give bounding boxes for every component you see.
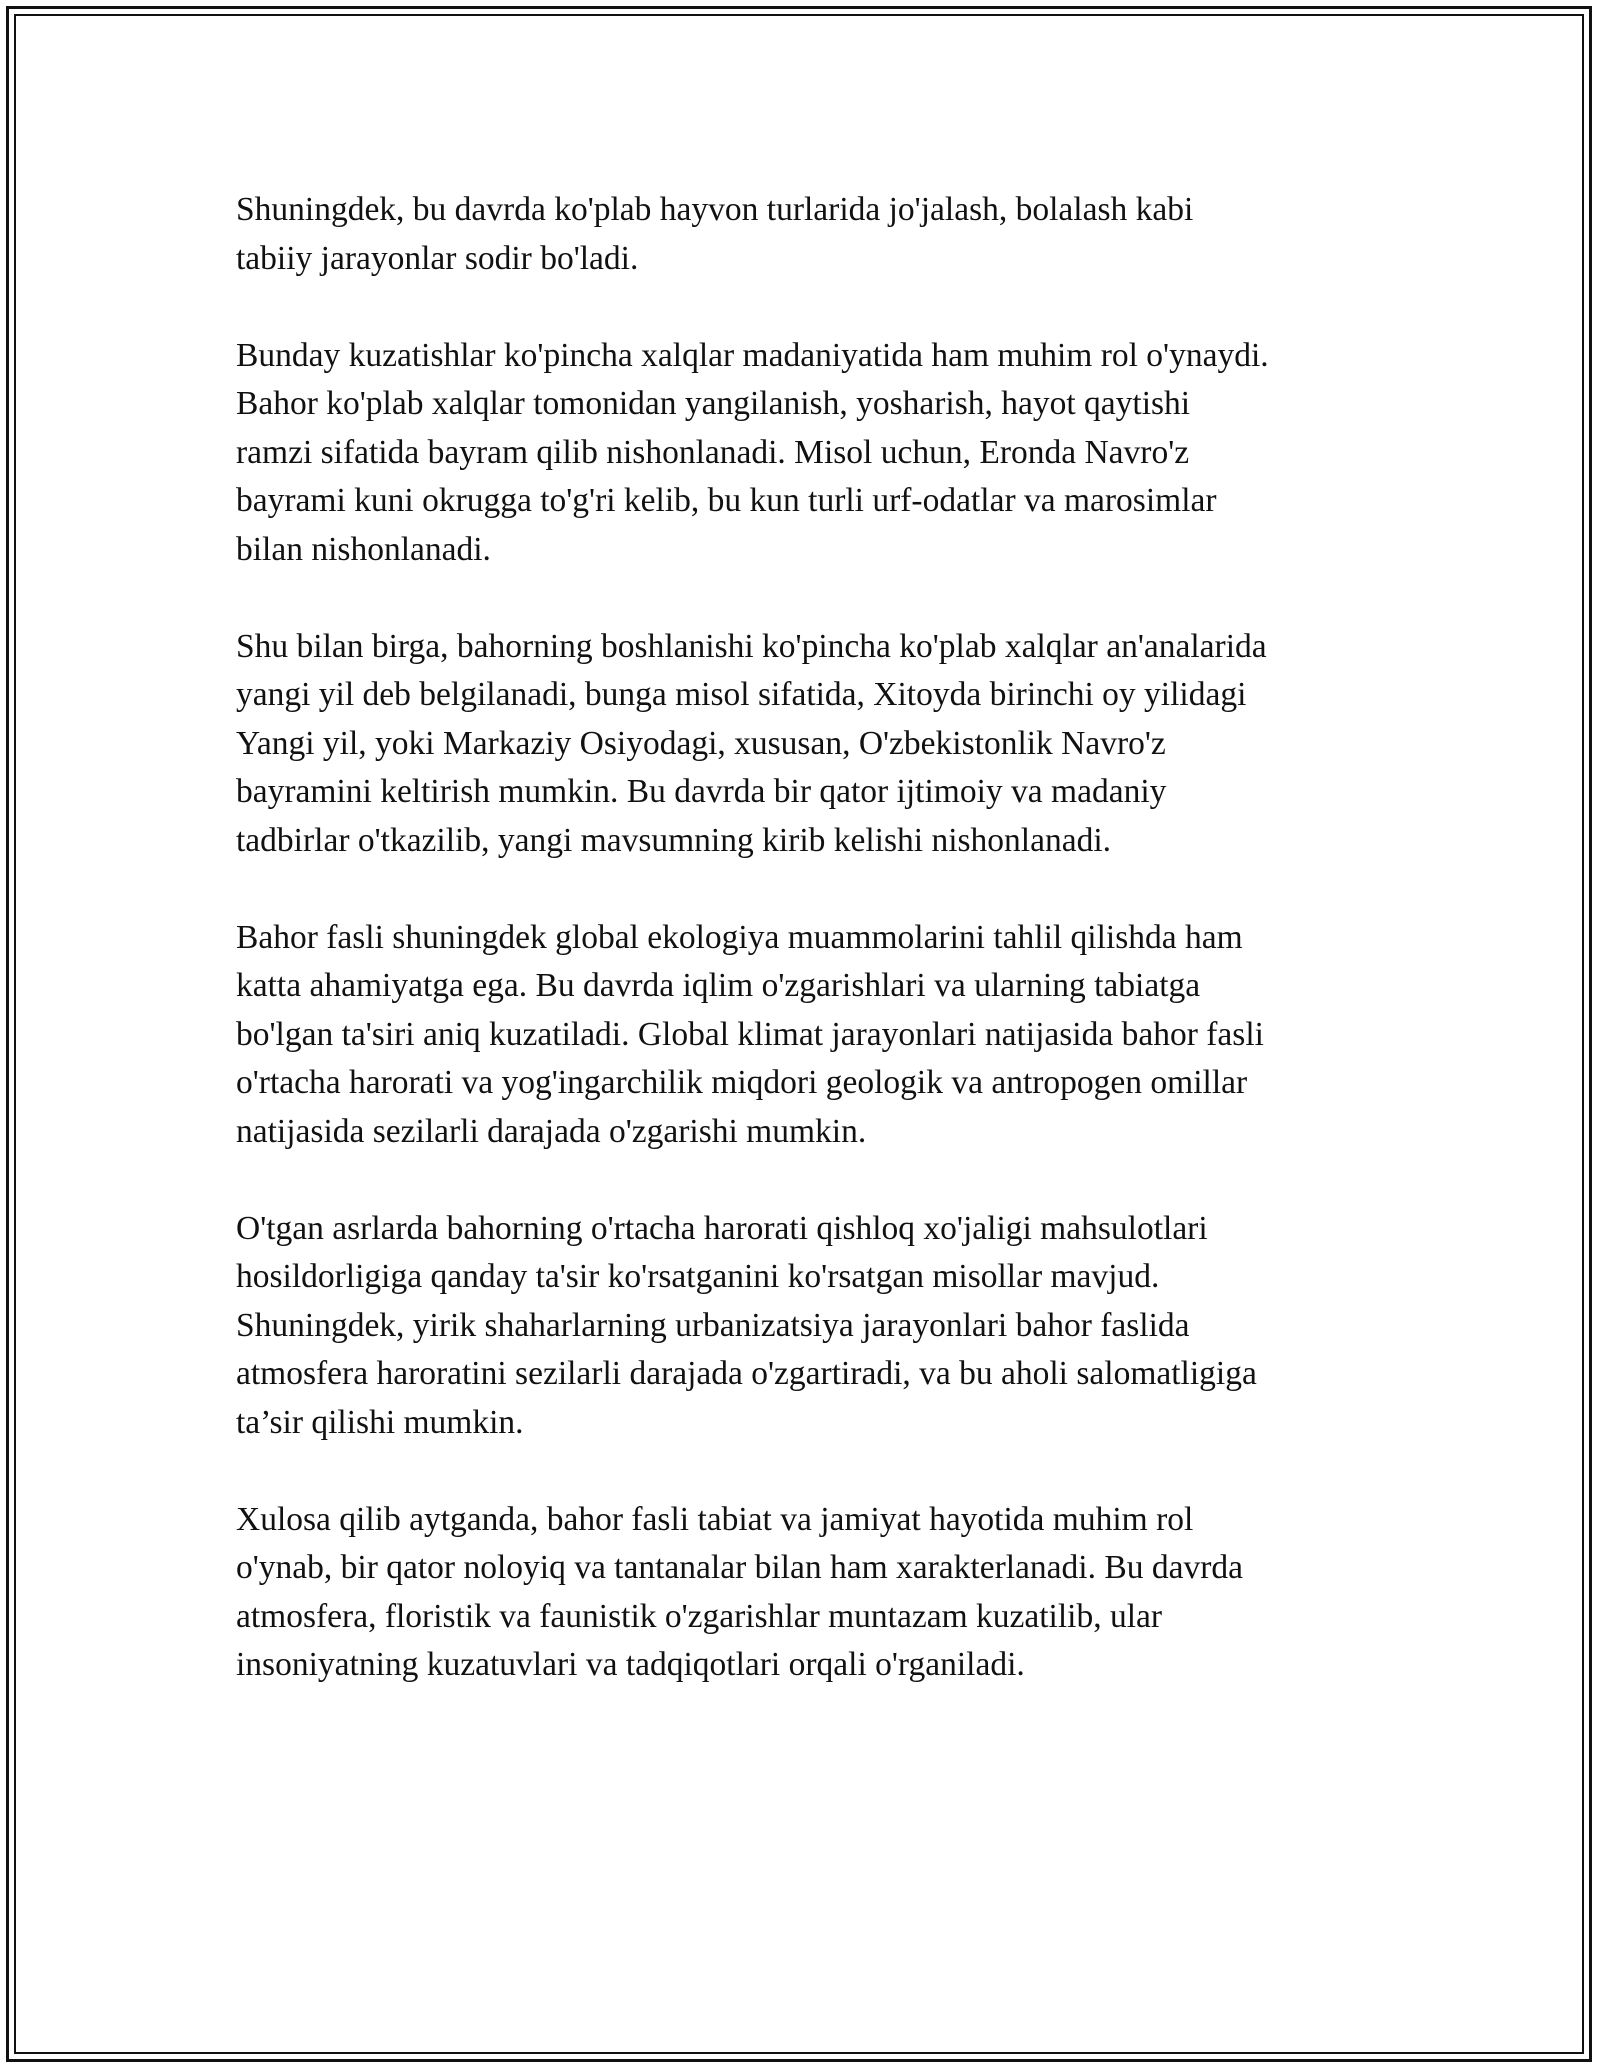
paragraph-6: [236, 1496, 1366, 1690]
paragraph-line: ramzi sifatida bayram qilib nishonlanadi. Misol uchun, Eronda Navro'z: [236, 433, 1190, 471]
paragraph-line: O'tgan asrlarda bahorning o'rtacha harorati qishloq xo'jaligi mahsulotlari: [236, 1209, 1208, 1247]
document-body: [236, 186, 1366, 1738]
paragraph-line: Shuningdek, bu davrda ko'plab hayvon turlarida jo'jalash, bolalash kabi: [236, 191, 1194, 228]
paragraph-line: tabiiy jarayonlar sodir bo'ladi.: [236, 239, 639, 277]
paragraph-line: Yangi yil, yoki Markaziy Osiyodagi, xususan, O'zbekistonlik Navro'z: [236, 724, 1166, 762]
paragraph-line: Shuningdek, yirik shaharlarning urbanizatsiya jarayonlari bahor faslida: [236, 1306, 1190, 1344]
paragraph-line: bayrami kuni okrugga to'g'ri kelib, bu kun turli urf-odatlar va marosimlar: [236, 482, 1217, 519]
paragraph-line: Xulosa qilib aytganda, bahor fasli tabiat va jamiyat hayotida muhim rol: [236, 1500, 1194, 1538]
paragraph-line: hosildorligiga qanday ta'sir ko'rsatganini ko'rsatgan misollar mavjud.: [236, 1258, 1160, 1295]
paragraph-5: [236, 1205, 1366, 1448]
paragraph-line: katta ahamiyatga ega. Bu davrda iqlim o'zgarishlari va ularning tabiatga: [236, 967, 1201, 1004]
paragraph-line: yangi yil deb belgilanadi, bunga misol sifatida, Xitoyda birinchi oy yilidagi: [236, 676, 1247, 713]
paragraph-line: o'rtacha harorati va yog'ingarchilik miqdori geologik va antropogen omillar: [236, 1064, 1248, 1101]
paragraph-3: [236, 623, 1366, 866]
paragraph-line: bo'lgan ta'siri aniq kuzatiladi. Global klimat jarayonlari natijasida bahor fasli: [236, 1015, 1264, 1053]
paragraph-line: insoniyatning kuzatuvlari va tadqiqotlari orqali o'rganiladi.: [236, 1646, 1025, 1683]
paragraph-2: [236, 332, 1366, 575]
paragraph-line: Bahor ko'plab xalqlar tomonidan yangilanish, yosharish, hayot qaytishi: [236, 385, 1191, 422]
paragraph-line: tadbirlar o'tkazilib, yangi mavsumning kirib kelishi nishonlanadi.: [236, 821, 1112, 859]
paragraph-line: Bahor fasli shuningdek global ekologiya muammolarini tahlil qilishda ham: [236, 918, 1243, 956]
paragraph-line: o'ynab, bir qator noloyiq va tantanalar bilan ham xarakterlanadi. Bu davrda: [236, 1549, 1243, 1586]
paragraph-line: atmosfera haroratini sezilarli darajada o'zgartiradi, va bu aholi salomatligiga: [236, 1355, 1257, 1392]
paragraph-line: Bunday kuzatishlar ko'pincha xalqlar madaniyatida ham muhim rol o'ynaydi.: [236, 336, 1269, 374]
paragraph-1: [236, 186, 1366, 283]
paragraph-line: natijasida sezilarli darajada o'zgarishi mumkin.: [236, 1112, 867, 1150]
paragraph-line: bilan nishonlanadi.: [236, 530, 491, 568]
paragraph-line: atmosfera, floristik va faunistik o'zgarishlar muntazam kuzatilib, ular: [236, 1597, 1163, 1635]
paragraph-line: ta’sir qilishi mumkin.: [236, 1403, 524, 1441]
paragraph-line: bayramini keltirish mumkin. Bu davrda bir qator ijtimoiy va madaniy: [236, 773, 1167, 810]
paragraph-line: Shu bilan birga, bahorning boshlanishi ko'pincha ko'plab xalqlar an'analarida: [236, 627, 1267, 665]
paragraph-4: [236, 914, 1366, 1157]
